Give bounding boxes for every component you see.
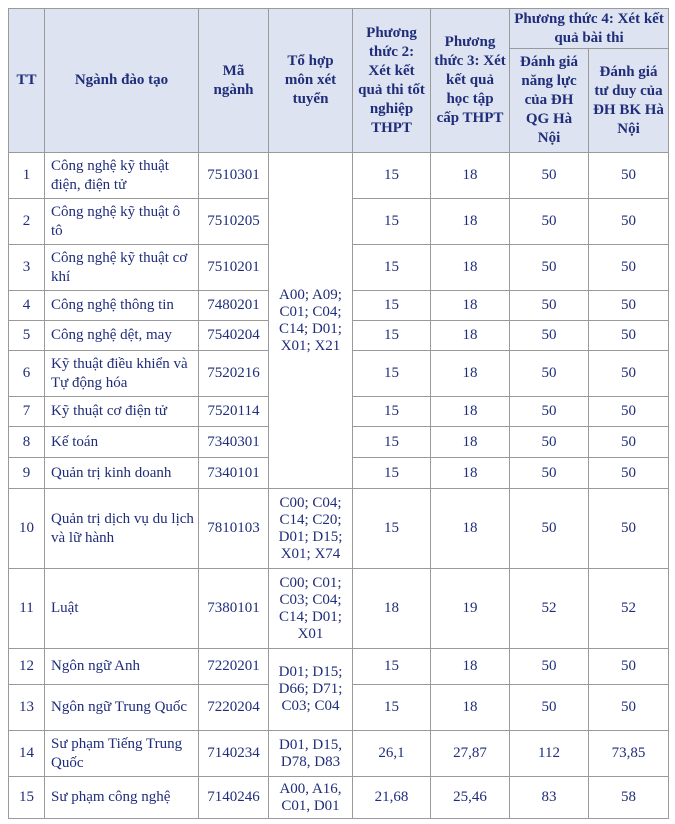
- row-pt3: 18: [431, 351, 510, 397]
- row-dgnl: 50: [510, 291, 589, 321]
- row-nganh: Công nghệ kỹ thuật cơ khí: [45, 245, 199, 291]
- row-tt: 7: [9, 397, 45, 427]
- row-dgtd: 50: [589, 291, 669, 321]
- row-ma-nganh: 7340101: [199, 458, 269, 489]
- row-dgtd: 50: [589, 153, 669, 199]
- row-pt3: 18: [431, 397, 510, 427]
- row-pt2: 15: [353, 685, 431, 731]
- row-pt3: 18: [431, 199, 510, 245]
- row-tt: 13: [9, 685, 45, 731]
- row-nganh: Sư phạm Tiếng Trung Quốc: [45, 731, 199, 777]
- row-dgnl: 50: [510, 649, 589, 685]
- table-row: [9, 153, 669, 199]
- row-dgnl: 83: [510, 777, 589, 819]
- row-pt2: 15: [353, 458, 431, 489]
- row-dgnl: 50: [510, 685, 589, 731]
- header-ma-nganh: Mã ngành: [199, 9, 269, 153]
- to-hop-group-4: D01; D15; D66; D71; C03; C04: [269, 649, 353, 731]
- row-ma-nganh: 7510301: [199, 153, 269, 199]
- table-row: [9, 569, 669, 649]
- to-hop-group-1: A00; A09; C01; C04; C14; D01; X01; X21: [269, 153, 353, 489]
- row-pt2: 15: [353, 291, 431, 321]
- row-pt2: 21,68: [353, 777, 431, 819]
- row-ma-nganh: 7380101: [199, 569, 269, 649]
- row-tt: 1: [9, 153, 45, 199]
- row-ma-nganh: 7220201: [199, 649, 269, 685]
- admission-score-table: [8, 8, 669, 819]
- header-danh-gia-nang-luc: Đánh giá năng lực của ĐH QG Hà Nội: [510, 49, 589, 153]
- row-pt2: 18: [353, 569, 431, 649]
- table-row: [9, 489, 669, 569]
- row-dgnl: 50: [510, 351, 589, 397]
- row-nganh: Quản trị dịch vụ du lịch và lữ hành: [45, 489, 199, 569]
- row-pt3: 19: [431, 569, 510, 649]
- row-pt3: 18: [431, 458, 510, 489]
- row-ma-nganh: 7220204: [199, 685, 269, 731]
- row-dgtd: 50: [589, 199, 669, 245]
- row-tt: 8: [9, 427, 45, 458]
- row-pt3: 27,87: [431, 731, 510, 777]
- row-pt3: 18: [431, 321, 510, 351]
- row-nganh: Công nghệ kỹ thuật điện, điện tử: [45, 153, 199, 199]
- header-phuong-thuc-4: Phương thức 4: Xét kết quả bài thi: [510, 9, 669, 49]
- row-dgtd: 58: [589, 777, 669, 819]
- row-dgnl: 50: [510, 321, 589, 351]
- row-pt3: 18: [431, 245, 510, 291]
- row-dgtd: 52: [589, 569, 669, 649]
- row-ma-nganh: 7510205: [199, 199, 269, 245]
- row-tt: 4: [9, 291, 45, 321]
- row-pt3: 18: [431, 649, 510, 685]
- row-pt2: 15: [353, 351, 431, 397]
- row-pt2: 15: [353, 153, 431, 199]
- row-tt: 10: [9, 489, 45, 569]
- row-pt3: 18: [431, 291, 510, 321]
- row-ma-nganh: 7810103: [199, 489, 269, 569]
- row-nganh: Công nghệ dệt, may: [45, 321, 199, 351]
- header-to-hop: Tổ hợp môn xét tuyển: [269, 9, 353, 153]
- row-tt: 6: [9, 351, 45, 397]
- row-ma-nganh: 7510201: [199, 245, 269, 291]
- row-ma-nganh: 7340301: [199, 427, 269, 458]
- row-pt3: 18: [431, 489, 510, 569]
- to-hop-group-5: D01, D15, D78, D83: [269, 731, 353, 777]
- to-hop-group-2: C00; C04; C14; C20; D01; D15; X01; X74: [269, 489, 353, 569]
- row-tt: 15: [9, 777, 45, 819]
- row-nganh: Công nghệ thông tin: [45, 291, 199, 321]
- row-pt2: 15: [353, 649, 431, 685]
- row-ma-nganh: 7140246: [199, 777, 269, 819]
- row-tt: 5: [9, 321, 45, 351]
- header-nganh: Ngành đào tạo: [45, 9, 199, 153]
- row-pt2: 15: [353, 199, 431, 245]
- row-dgtd: 50: [589, 649, 669, 685]
- row-nganh: Luật: [45, 569, 199, 649]
- row-tt: 11: [9, 569, 45, 649]
- row-ma-nganh: 7140234: [199, 731, 269, 777]
- row-nganh: Ngôn ngữ Trung Quốc: [45, 685, 199, 731]
- to-hop-group-3: C00; C01; C03; C04; C14; D01; X01: [269, 569, 353, 649]
- row-dgnl: 50: [510, 489, 589, 569]
- row-dgtd: 50: [589, 489, 669, 569]
- row-tt: 9: [9, 458, 45, 489]
- row-pt2: 15: [353, 321, 431, 351]
- header-phuong-thuc-3: Phương thức 3: Xét kết quả học tập cấp THPT: [431, 9, 510, 153]
- row-dgnl: 50: [510, 245, 589, 291]
- row-nganh: Kỹ thuật cơ điện tử: [45, 397, 199, 427]
- row-pt2: 15: [353, 245, 431, 291]
- header-danh-gia-tu-duy: Đánh giá tư duy của ĐH BK Hà Nội: [589, 49, 669, 153]
- row-ma-nganh: 7520114: [199, 397, 269, 427]
- row-pt2: 15: [353, 489, 431, 569]
- to-hop-group-6: A00, A16, C01, D01: [269, 777, 353, 819]
- row-pt2: 26,1: [353, 731, 431, 777]
- row-dgnl: 50: [510, 427, 589, 458]
- row-dgnl: 112: [510, 731, 589, 777]
- row-pt3: 18: [431, 153, 510, 199]
- row-tt: 2: [9, 199, 45, 245]
- row-ma-nganh: 7480201: [199, 291, 269, 321]
- row-pt2: 15: [353, 427, 431, 458]
- table-row: [9, 649, 669, 685]
- row-dgnl: 50: [510, 458, 589, 489]
- row-dgtd: 50: [589, 685, 669, 731]
- header-phuong-thuc-2: Phương thức 2: Xét kết quả thi tốt nghiệp THPT: [353, 9, 431, 153]
- row-nganh: Ngôn ngữ Anh: [45, 649, 199, 685]
- row-ma-nganh: 7540204: [199, 321, 269, 351]
- row-dgtd: 50: [589, 397, 669, 427]
- row-nganh: Sư phạm công nghệ: [45, 777, 199, 819]
- row-pt3: 18: [431, 427, 510, 458]
- table-row: [9, 731, 669, 777]
- row-pt3: 25,46: [431, 777, 510, 819]
- row-tt: 12: [9, 649, 45, 685]
- row-nganh: Công nghệ kỹ thuật ô tô: [45, 199, 199, 245]
- row-dgtd: 50: [589, 458, 669, 489]
- row-dgtd: 50: [589, 427, 669, 458]
- row-nganh: Kỹ thuật điều khiển và Tự động hóa: [45, 351, 199, 397]
- row-tt: 3: [9, 245, 45, 291]
- row-dgnl: 52: [510, 569, 589, 649]
- table-row: [9, 777, 669, 819]
- row-dgtd: 50: [589, 321, 669, 351]
- row-tt: 14: [9, 731, 45, 777]
- row-dgnl: 50: [510, 397, 589, 427]
- row-dgnl: 50: [510, 199, 589, 245]
- row-ma-nganh: 7520216: [199, 351, 269, 397]
- row-nganh: Quản trị kinh doanh: [45, 458, 199, 489]
- row-pt3: 18: [431, 685, 510, 731]
- row-dgnl: 50: [510, 153, 589, 199]
- row-dgtd: 73,85: [589, 731, 669, 777]
- row-pt2: 15: [353, 397, 431, 427]
- header-tt: TT: [9, 9, 45, 153]
- row-dgtd: 50: [589, 351, 669, 397]
- row-dgtd: 50: [589, 245, 669, 291]
- row-nganh: Kế toán: [45, 427, 199, 458]
